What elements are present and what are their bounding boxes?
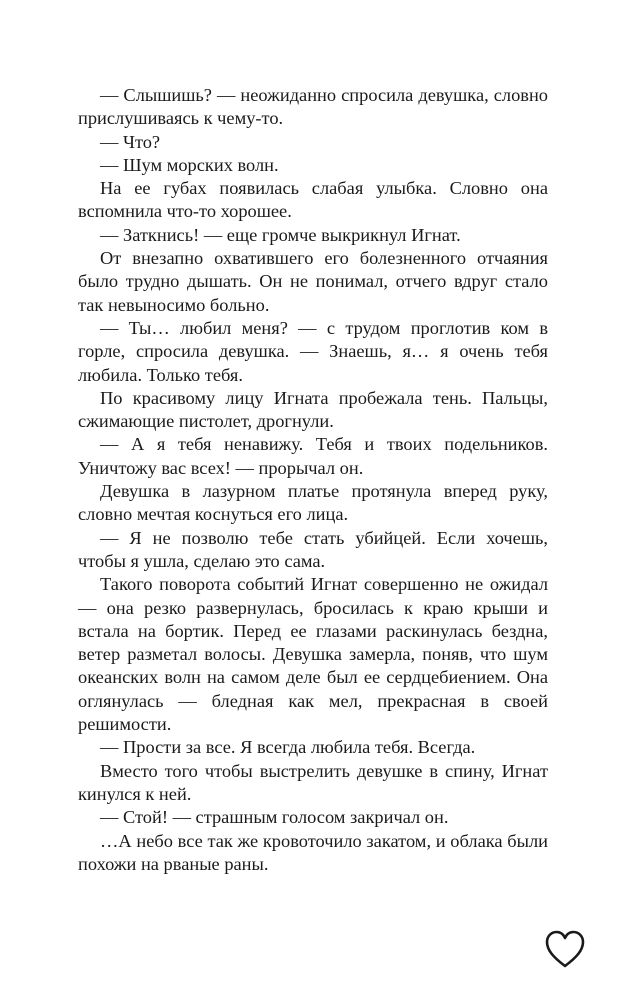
paragraph-14: Вместо того чтобы выстрелить девушке в спину, Игнат кинулся к ней.: [78, 760, 548, 804]
paragraph-7: — Ты… любил меня? — с трудом проглотив ком в горле, спросила девушка. — Знаешь, я… я очень тебя любила. Только тебя.: [78, 317, 548, 385]
paragraph-1: — Слышишь? — неожиданно спросила девушка, словно прислушиваясь к чему-то.: [78, 85, 548, 129]
paragraph-4: На ее губах появилась слабая улыбка. Словно она вспомнила что-то хорошее.: [78, 178, 548, 222]
paragraph-9: — А я тебя ненавижу. Тебя и твоих подельников. Уничтожу вас всех! — прорычал он.: [78, 434, 548, 478]
book-page-text: [78, 84, 548, 876]
paragraph-12: Такого поворота событий Игнат совершенно не ожидал — она резко развернулась, бросилась к краю крыши и встала на бортик. Перед ее глазами раскинулась бездна, ветер разметал волосы. Девушка замерла, поняв, что шум океанских волн на самом деле был ее сердцебиением. Она оглянулась — бледная как мел, прекрасная в своей решимости.: [78, 574, 548, 735]
paragraph-11: — Я не позволю тебе стать убийцей. Если хочешь, чтобы я ушла, сделаю это сама.: [78, 527, 548, 571]
heart-outline-icon: [543, 928, 587, 970]
paragraph-8: По красивому лицу Игната пробежала тень. Пальцы, сжимающие пистолет, дрогнули.: [78, 387, 548, 432]
paragraph-5: — Заткнись! — еще громче выкрикнул Игнат.: [100, 224, 461, 245]
paragraph-16: …А небо все так же кровоточило закатом, и облака были похожи на рваные раны.: [78, 830, 548, 874]
paragraph-2: — Что?: [100, 131, 161, 152]
paragraph-10: Девушка в лазурном платье протянула вперед руку, словно мечтая коснуться его лица.: [78, 481, 548, 525]
paragraph-6: От внезапно охватившего его болезненного отчаяния было трудно дышать. Он не понимал, отчего вдруг стало так невыносимо больно.: [78, 248, 548, 315]
paragraph-15: — Стой! — страшным голосом закричал он.: [100, 807, 449, 828]
paragraph-3: — Шум морских волн.: [100, 154, 279, 175]
paragraph-13: — Прости за все. Я всегда любила тебя. Всегда.: [100, 737, 476, 758]
